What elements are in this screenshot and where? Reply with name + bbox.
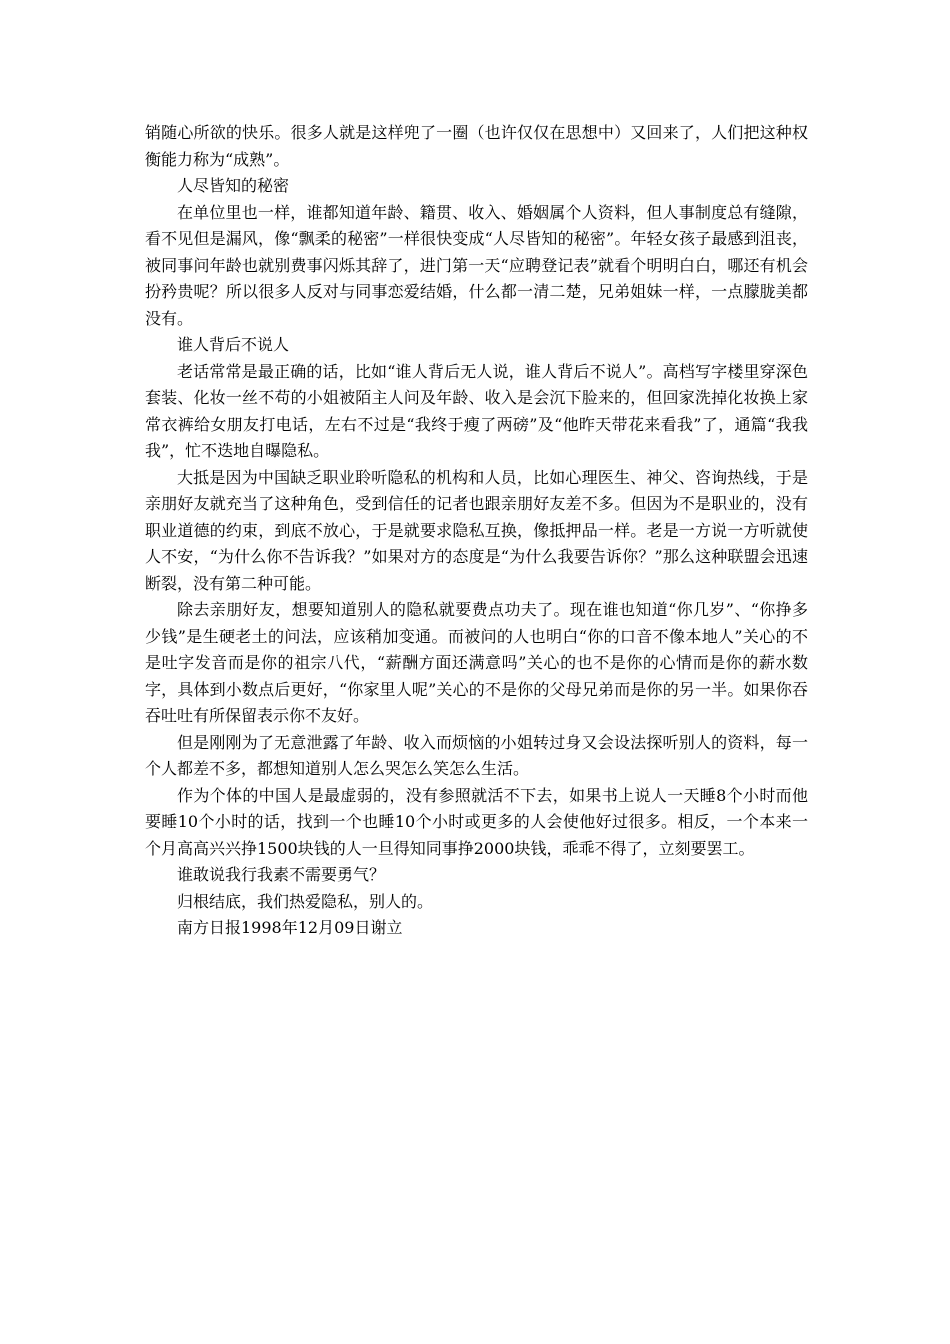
paragraph-courage: 谁敢说我行我素不需要勇气？: [177, 865, 386, 884]
paragraph-old-saying: 老话常常是最正确的话，比如“谁人背后无人说，谁人背后不说人”。高档写字楼里穿深色套装、化妆一丝不苟的小姐被陌主人问及年龄、收入是会沉下脸来的，但回家洗掉化妆换上家常衣裤给女朋友打电话，左右不过是“我终于瘦了两磅”及“他昨天带花来看我”了，通篇“我我我”，忙不迭地自曝隐私。: [145, 361, 808, 460]
section-heading-secret: 人尽皆知的秘密: [177, 176, 290, 195]
paragraph-comparison: 作为个体的中国人是最虚弱的，没有参照就活不下去，如果书上说人一天睡8个小时而他要睡10个小时的话，找到一个也睡10个小时或更多的人会使他好过很多。相反，一个本来一个月高高兴兴挣1500块钱的人一旦得知同事挣2000块钱，乖乖不得了，立刻要罢工。: [145, 785, 808, 858]
section-heading-gossip: 谁人背后不说人: [177, 335, 290, 354]
paragraph-probing: 除去亲朋好友，想要知道别人的隐私就要费点功夫了。现在谁也知道“你几岁”、“你挣多少钱”是生硬老土的问法，应该稍加变通。而被问的人也明白“你的口音不像本地人”关心的不是吐字发音而是你的祖宗八代，“薪酬方面还满意吗”关心的也不是你的心情而是你的薪水数字，具体到小数点后更好，“你家里人呢”关心的不是你的父母兄弟而是你的另一半。如果你吞吞吐吐有所保留表示你不友好。: [145, 600, 808, 725]
document-page: [145, 120, 808, 942]
paragraph-workplace: 在单位里也一样，谁都知道年龄、籍贯、收入、婚姻属个人资料，但人事制度总有缝隙，看不见但是漏风，像“飘柔的秘密”一样很快变成“人尽皆知的秘密”。年轻女孩子最感到沮丧，被同事问年龄也就别费事闪烁其辞了，进门第一天“应聘登记表”就看个明明白白，哪还有机会扮矜贵呢？所以很多人反对与同事恋爱结婚，什么都一清二楚，兄弟姐妹一样，一点朦胧美都没有。: [145, 202, 808, 328]
paragraph-continuation: 销随心所欲的快乐。很多人就是这样兜了一圈（也许仅仅在思想中）又回来了，人们把这种权衡能力称为“成熟”。: [145, 123, 808, 169]
paragraph-curiosity: 但是刚刚为了无意泄露了年龄、收入而烦恼的小姐转过身又会设法探听别人的资料，每一个人都差不多，都想知道别人怎么哭怎么笑怎么生活。: [145, 732, 808, 778]
paragraph-confidants: 大抵是因为中国缺乏职业聆听隐私的机构和人员，比如心理医生、神父、咨询热线，于是亲朋好友就充当了这种角色，受到信任的记者也跟亲朋好友差不多。但因为不是职业的，没有职业道德的约束，到底不放心，于是就要求隐私互换，像抵押品一样。老是一方说一方听就使人不安，“为什么你不告诉我？”如果对方的态度是“为什么我要告诉你？”那么这种联盟会迅速断裂，没有第二种可能。: [145, 467, 808, 593]
paragraph-conclusion: 归根结底，我们热爱隐私，别人的。: [177, 891, 434, 911]
source-byline: 南方日报1998年12月09日谢立: [177, 918, 403, 937]
